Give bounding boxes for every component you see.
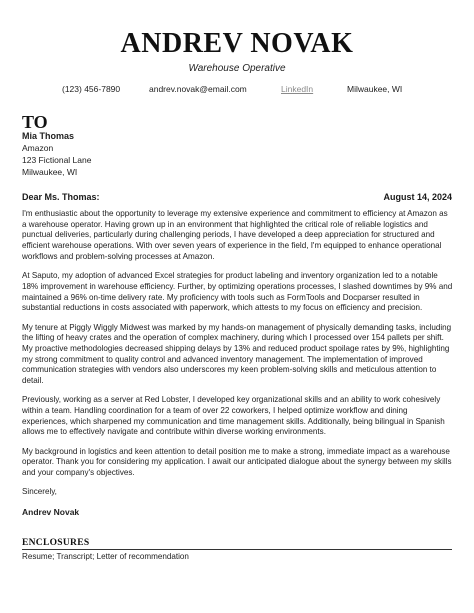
body-paragraph: Previously, working as a server at Red Lobster, I developed key organizational skills and an ability to work cohesively within a team. Handling coordination for a team of over 22 coworkers, I helped optimize workflow and dining experiences, which sharpened my communication and time management skills. Additionally, being bilingual in Spanish allows me to effectively navigate and contribute within diverse working environments. xyxy=(22,395,445,437)
body-paragraph: My background in logistics and keen attention to detail position me to make a strong, immediate impact as a warehouse operator. Thank you for considering my application. I await our anticipated dialogue about the synergy between my skills and your company's objectives. xyxy=(22,446,452,478)
enclosures-section xyxy=(22,538,452,561)
signer-name: Andrev Novak xyxy=(22,506,80,517)
recipient-street: 123 Fictional Lane xyxy=(22,155,92,165)
enclosures-list: Resume; Transcript; Letter of recommendation xyxy=(22,552,189,561)
letter-body xyxy=(22,209,454,517)
recipient-company: Amazon xyxy=(22,143,54,153)
to-heading: TO xyxy=(22,112,48,132)
letter-date: August 14, 2024 xyxy=(383,192,452,202)
email-address[interactable]: andrev.novak@email.com xyxy=(149,84,247,94)
body-paragraph: My tenure at Piggly Wiggly Midwest was marked by my hands-on management of physically demanding tasks, including the lifting of heavy crates and the operation of complex machinery, during which I processed over 154 pallets per shift. My proactive methodologies decreased shipping delays by 13% and reduced product spoilage rates by 9%, highlighting my strong commitment to quality control and advanced inventory management. The implementation of improved communication strategies with vendors also underscores my keen problem-solving skills and meticulous attention to detail. xyxy=(22,322,452,386)
body-paragraph: At Saputo, my adoption of advanced Excel strategies for product labeling and inventory organization led to a notable 18% improvement in warehouse efficiency. Further, by optimizing operations processes, I slashed downtimes by 9% and maintained a 96% on-time delivery rate. My proficiency with tools such as FormTools and Docparser resulted in substantial reductions in costs associated with paperwork, which attests to my focus on efficiency and precision. xyxy=(22,271,453,313)
applicant-role: Warehouse Operative xyxy=(188,63,286,74)
recipient-city: Milwaukee, WI xyxy=(22,167,78,177)
linkedin-link[interactable]: LinkedIn xyxy=(281,84,314,94)
body-paragraph: I'm enthusiastic about the opportunity to leverage my extensive experience and commitment to efficiency at Amazon as a warehouse operator. Having grown up in an environment that highlighted the critical role of reliable logistics and punctual deliveries, particularly during challenging periods, I have developed a deep appreciation for structured and efficient warehouse operations. With over seven years of experience in the field, I'm equipped to enhance operational workflows and problem-solving processes at Amazon. xyxy=(22,209,448,261)
closing: Sincerely, xyxy=(22,487,57,497)
phone-number: (123) 456-7890 xyxy=(62,84,121,94)
recipient-block xyxy=(22,130,91,178)
applicant-name: ANDREV NOVAK xyxy=(120,28,354,59)
recipient-name: Mia Thomas xyxy=(22,131,75,141)
salutation: Dear Ms. Thomas: xyxy=(22,192,100,202)
location: Milwaukee, WI xyxy=(347,84,403,94)
enclosures-divider xyxy=(22,549,452,550)
enclosures-title: ENCLOSURES xyxy=(22,538,90,548)
